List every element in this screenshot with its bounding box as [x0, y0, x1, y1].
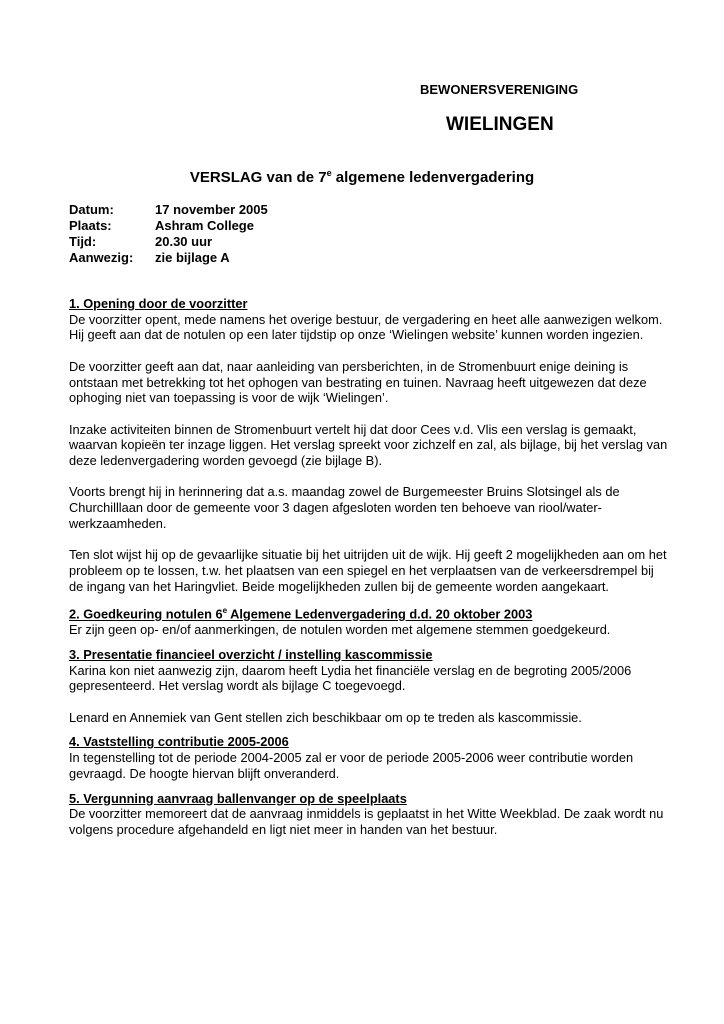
paragraph: De voorzitter geeft aan dat, naar aanleiding van persberichten, in de Stromenbuurt enige deining is ontstaan met betrekking tot het ophogen van bestrating en tuinen. Navraag heeft uitgewezen dat deze ophoging niet van toepassing is voor de wijk ‘Wielingen’.	[69, 358, 647, 406]
title-rest: algemene ledenvergadering	[331, 169, 535, 186]
paragraph: Lenard en Annemiek van Gent stellen zich beschikbaar om op te treden als kascommissie.	[69, 709, 582, 725]
section-heading: 1. Opening door de voorzitter	[69, 296, 248, 311]
meta-value: 20.30 uur	[155, 234, 213, 249]
meta-label: Tijd:	[69, 234, 97, 249]
paragraph: Karina kon niet aanwezig zijn, daarom heeft Lydia het financiële verslag en de begroting 2005/2006 gepresenteerd. Het verslag wordt als bijlage C toegevoegd.	[69, 662, 632, 694]
paragraph: Ten slot wijst hij op de gevaarlijke situatie bij het uitrijden uit de wijk. Hij geeft 2 mogelijkheden aan om het probleem op te lossen, t.w. het plaatsen van een spiegel en het verplaatsen van de verkeersdrempel bij de ingang van het Haringvliet. Beide mogelijkheden zullen bij de gemeente worden aangekaart.	[69, 547, 667, 594]
title-main: VERSLAG van de 7	[189, 169, 327, 186]
meta-label: Datum:	[69, 202, 114, 217]
meta-row-place	[69, 218, 268, 234]
meta-row-time	[69, 234, 268, 250]
paragraph: De voorzitter memoreert dat de aanvraag inmiddels is geplaatst in het Witte Weekblad. De zaak wordt nu volgens procedure afgehandeld en ligt niet meer in handen van het bestuur.	[69, 806, 664, 837]
section-heading	[69, 603, 669, 622]
paragraph: Inzake activiteiten binnen de Stromenbuurt vertelt hij dat door Cees v.d. Vlis een verslag is gemaakt, waarvan kopieën ter inzage liggen. Het verslag spreekt voor zichzelf en zal, als bijlage, bij het verslag van deze ledenvergadering worden gevoegd (zie bijlage B).	[69, 421, 668, 468]
heading-superscript: e	[222, 606, 228, 616]
paragraph: In tegenstelling tot de periode 2004-2005 zal er voor de periode 2005-2006 weer contributie worden gevraagd. De hoogte hiervan blijft onveranderd.	[69, 750, 634, 781]
section-heading: 3. Presentatie financieel overzicht / instelling kascommissie	[69, 646, 433, 662]
organization-name: WIELINGEN	[446, 114, 554, 135]
section-2	[69, 603, 669, 638]
meta-value: 17 november 2005	[155, 202, 268, 217]
section-4	[69, 734, 669, 781]
meta-value: Ashram College	[155, 218, 254, 233]
organization-label: BEWONERSVERENIGING	[420, 82, 579, 97]
meta-row-date	[69, 202, 268, 218]
section-heading: 4. Vaststelling contributie 2005-2006	[69, 734, 289, 750]
meeting-details	[69, 202, 268, 266]
paragraph: Er zijn geen op- en/of aanmerkingen, de notulen worden met algemene stemmen goedgekeurd.	[69, 622, 611, 638]
section-1	[69, 296, 669, 594]
meta-row-present	[69, 250, 268, 266]
document-title	[0, 168, 724, 186]
heading-text-rest: Algemene Ledenvergadering d.d. 20 oktober 2003	[227, 606, 533, 622]
heading-text: 2. Goedkeuring notulen 6	[69, 606, 223, 622]
section-5	[69, 791, 669, 838]
paragraph: Voorts brengt hij in herinnering dat a.s. maandag zowel de Burgemeester Bruins Slotsingel als de Churchilllaan door de gemeente voor 3 dagen afgesloten worden ten behoeve van riool/water-werkzaamheden.	[69, 484, 620, 531]
document-body	[69, 296, 669, 838]
meta-label: Plaats:	[69, 218, 112, 233]
section-heading: 5. Vergunning aanvraag ballenvanger op de speelplaats	[69, 790, 407, 806]
section-3	[69, 647, 669, 726]
paragraph: De voorzitter opent, mede namens het overige bestuur, de vergadering en heet alle aanwezigen welkom. Hij geeft aan dat de notulen op een later tijdstip op onze ‘Wielingen website’ kunnen worden ingezien.	[69, 311, 663, 343]
title-superscript: e	[326, 168, 332, 178]
meta-value: zie bijlage A	[155, 250, 230, 265]
meta-label: Aanwezig:	[69, 250, 134, 265]
